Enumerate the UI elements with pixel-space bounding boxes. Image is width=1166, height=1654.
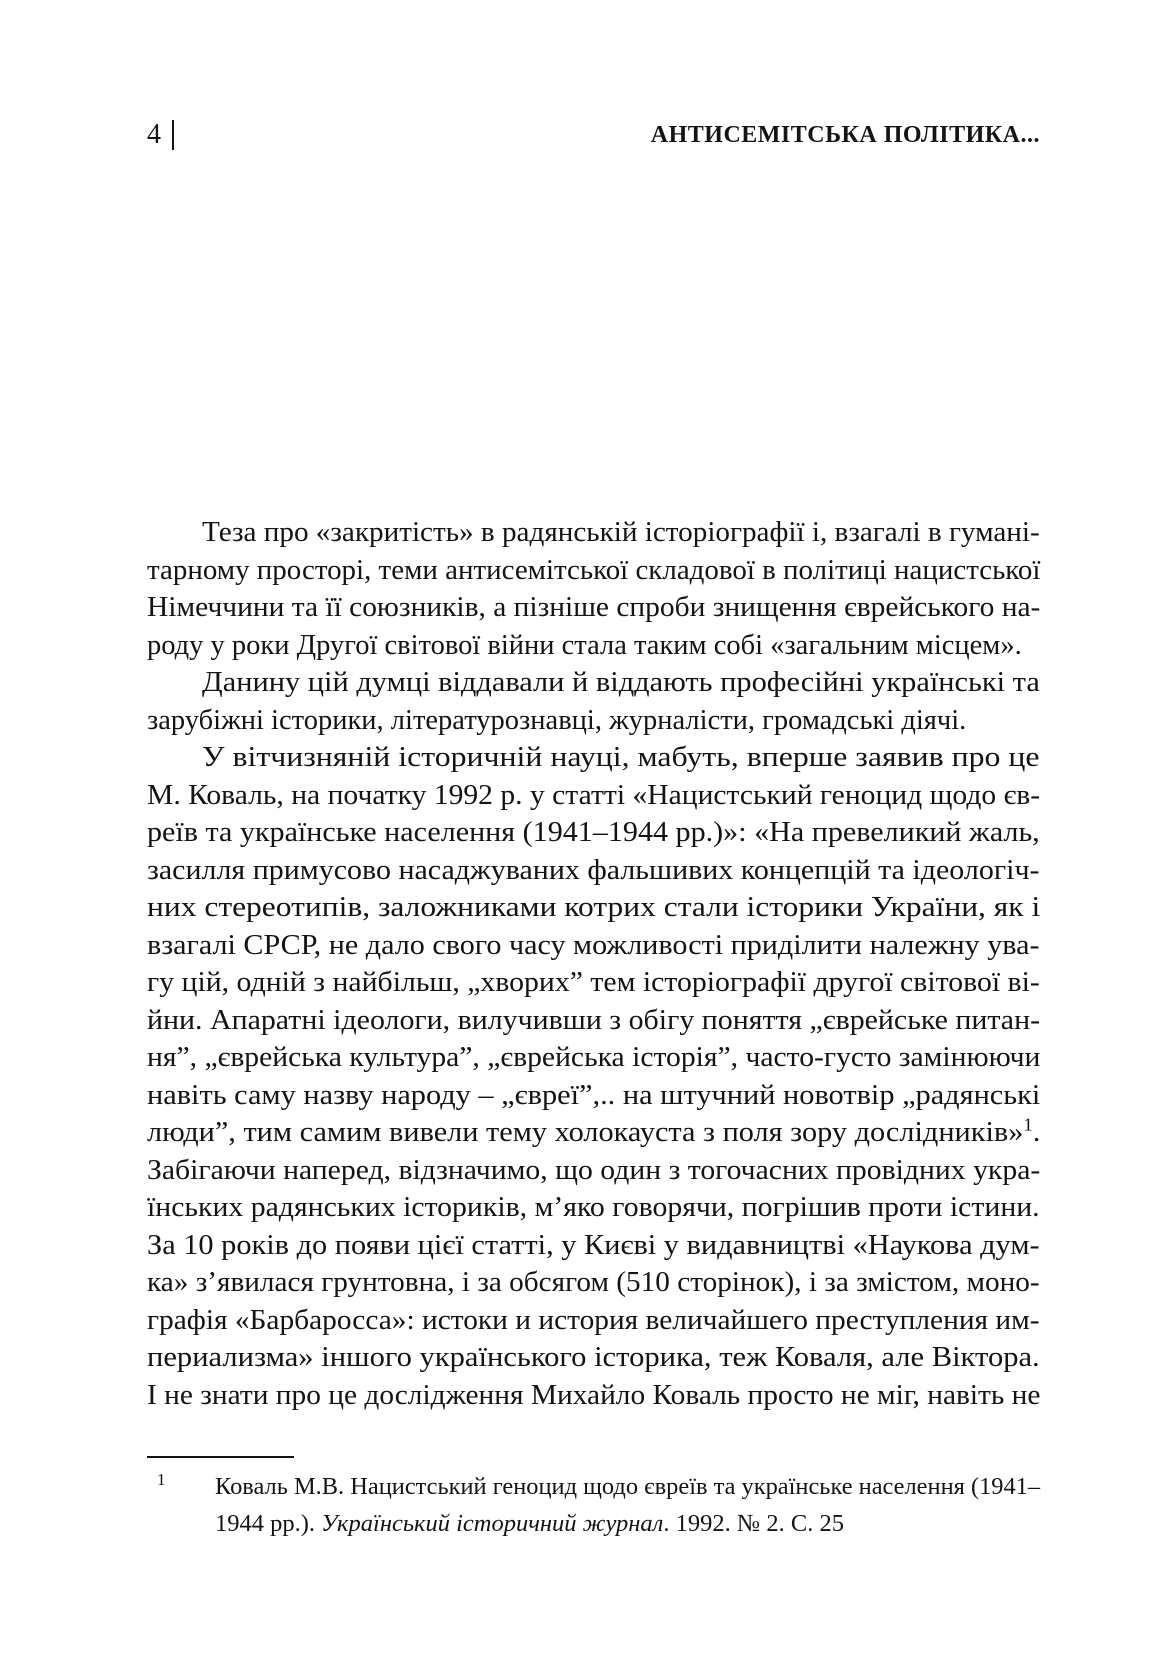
text-line: Забігаючи наперед, відзначимо, що один з тогочасних провідних укра- bbox=[147, 1154, 1041, 1186]
page-header bbox=[147, 120, 1040, 150]
text-line: У вітчизняній історичній науці, мабуть, вперше заявив про це bbox=[202, 742, 1040, 773]
footnote-line: Коваль М.В. Нацистський геноцид щодо євреїв та українське населення (1941– bbox=[215, 1473, 1041, 1500]
text-line: Теза про «закритість» в радянській історіографії і, взагалі в гумані- bbox=[202, 517, 1040, 548]
page-number: 4 bbox=[147, 119, 161, 150]
text-line: периализма» іншого українського історика, теж Коваля, але Віктора. bbox=[147, 1342, 1040, 1373]
footnote-line: 1944 рр.). Український історичний журнал. 1992. № 2. С. 25 bbox=[215, 1510, 844, 1537]
text-line: зарубіжні історики, літературознавці, журналісти, громадські діячі. bbox=[147, 704, 967, 736]
text-line: люди”, тим самим вивели тему холокауста з поля зору дослідників»$^1$. bbox=[147, 1114, 1041, 1148]
text-line: Німеччини та її союзників, а пізніше спроби знищення єврейського на- bbox=[147, 592, 1041, 623]
running-title: АНТИСЕМІТСЬКА ПОЛІТИКА... bbox=[650, 122, 1040, 148]
text-line: роду у роки Другої світової війни стала таким собі «загальним місцем». bbox=[147, 629, 1022, 661]
text-line: графія «Барбаросса»: истоки и история величайшего преступления им- bbox=[147, 1304, 1040, 1336]
text-line: взагалі СРСР, не дало свого часу можливості приділити належну ува- bbox=[147, 929, 1040, 961]
footnote-marker: 1 bbox=[157, 1470, 166, 1489]
text-line: Данину цій думці віддавали й віддають професійні українські та bbox=[202, 667, 1040, 698]
text-line: ка» з’явилася грунтовна, і за обсягом (510 сторінок), і за змістом, моно- bbox=[147, 1267, 1040, 1298]
text-line: гу цій, одній з найбільш, „хворих” тем історіографії другої світової ві- bbox=[147, 967, 1040, 998]
text-line: М. Коваль, на початку 1992 р. у статті «Нацистський геноцид щодо єв- bbox=[147, 779, 1041, 811]
text-line: реїв та українське населення (1941–1944 рр.)»: «На превеликий жаль, bbox=[147, 817, 1040, 848]
text-line: І не знати про це дослідження Михайло Коваль просто не міг, навіть не bbox=[147, 1379, 1041, 1411]
text-line: За 10 років до появи цієї статті, у Києві у видавництві «Наукова дум- bbox=[147, 1229, 1040, 1261]
page-number-divider bbox=[172, 120, 174, 150]
footnote-separator bbox=[147, 1456, 294, 1458]
text-line: тарному просторі, теми антисемітської складової в політиці нацистської bbox=[147, 554, 1041, 586]
page-number-block bbox=[147, 120, 174, 150]
body-text bbox=[147, 514, 1040, 1414]
text-line: них стереотипів, заложниками котрих стали історики України, як і bbox=[147, 892, 1041, 923]
footnote-text bbox=[147, 1468, 1040, 1542]
text-line: навіть саму назву народу – „євреї”,.. на штучний новотвір „радянські bbox=[147, 1079, 1041, 1111]
text-line: засилля примусово насаджуваних фальшивих концепцій та ідеологіч- bbox=[147, 854, 1040, 886]
footnote bbox=[147, 1468, 1040, 1542]
text-line: їнських радянських істориків, м’яко говорячи, погрішив проти істини. bbox=[147, 1192, 1040, 1223]
text-line: ня”, „єврейська культура”, „єврейська історія”, часто-густо замінюючи bbox=[147, 1042, 1041, 1073]
text-line: йни. Апаратні ідеологи, вилучивши з обігу поняття „єврейське питан- bbox=[147, 1004, 1041, 1036]
